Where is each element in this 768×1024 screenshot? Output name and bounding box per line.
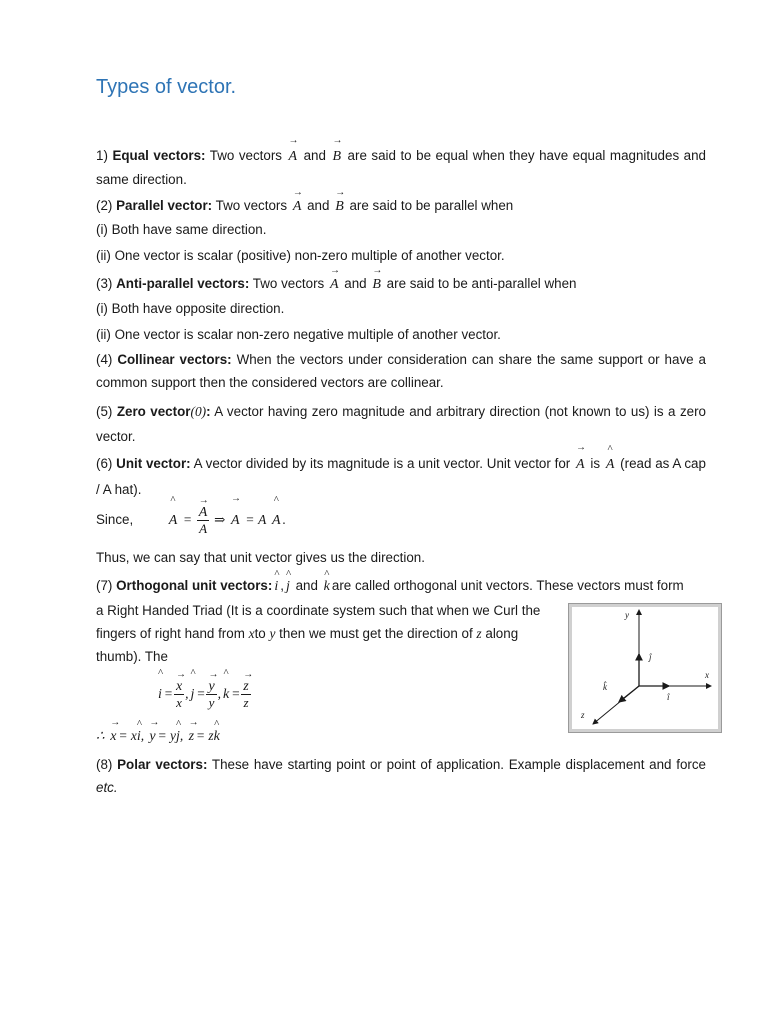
item-text: and <box>303 148 326 163</box>
term-collinear-vectors: Collinear vectors: <box>117 352 232 367</box>
unit-label-j: ĵ <box>649 652 652 662</box>
fraction-y: → y y <box>208 669 219 711</box>
unit-label-k: k̂ <box>603 682 607 692</box>
vector-b: → B <box>372 265 383 292</box>
item-number: (7) <box>96 578 113 593</box>
unit-vector-equation: Since, ^ A = → A A ⇒ → A = A ^ A . <box>96 502 286 542</box>
term-polar-vectors: Polar vectors: <box>117 757 208 772</box>
item-text: and <box>344 276 367 291</box>
item-number: 1) <box>96 148 108 163</box>
unit-vector-definitions: ^ i = → x x , ^ j = → y y , ^ k = → z z <box>156 675 252 715</box>
item-orthogonal-unit-vectors: (7) Orthogonal unit vectors: ^ i , ^ j and ^ k are called orthogonal unit vectors. These vectors must form <box>96 576 684 597</box>
vector-a: → A <box>576 442 587 472</box>
unit-vector-a-hat: ^ A <box>168 494 178 528</box>
axis-label-z: z <box>581 710 585 720</box>
term-antiparallel-vectors: Anti-parallel vectors: <box>116 276 250 291</box>
unit-vector-conclusion: Thus, we can say that unit vector gives us the direction. <box>96 550 425 565</box>
item-text: A vector having zero magnitude and arbitrary direction (not known to us) is a zero vector. <box>96 404 706 444</box>
item-text: When the vectors under consideration can share the same support or have a common support then the considered vectors are collinear. <box>96 352 706 390</box>
since-label: Since, <box>96 512 134 527</box>
fraction-z: → z z <box>243 669 254 711</box>
item-equal-vectors <box>96 135 706 191</box>
item-number: (3) <box>96 276 113 291</box>
axis-label-y: y <box>625 610 629 620</box>
vector-b: → B <box>332 135 343 164</box>
item-text: are said to be anti-parallel when <box>386 276 577 291</box>
unit-vector-k: ^ k <box>223 667 230 702</box>
fraction-x: → x x <box>175 669 186 711</box>
item-text: is <box>590 456 601 471</box>
vector-z: → z <box>188 717 199 744</box>
term-zero-vector: Zero vector <box>116 404 191 419</box>
vector-a: → A <box>231 493 242 528</box>
parallel-condition-1: (i) Both have same direction. <box>96 222 267 237</box>
item-text: These have starting point or point of application. Example displacement and force <box>211 757 706 772</box>
unit-vector-j: ^ j <box>190 667 196 702</box>
unit-vector-i: ^ i <box>274 568 280 594</box>
parallel-condition-2: (ii) One vector is scalar (positive) non-zero multiple of another vector. <box>96 248 505 263</box>
orthogonal-text-line-2: a Right Handed Triad (It is a coordinate system such that when we Curl the <box>96 603 541 618</box>
item-text-etc: etc. <box>96 780 118 795</box>
antiparallel-condition-1: (i) Both have opposite direction. <box>96 301 285 316</box>
vector-a: → A <box>292 187 303 214</box>
unit-vector-k: ^ k <box>323 568 330 594</box>
item-text: Two vectors <box>209 148 282 163</box>
unit-vector-j: ^ j <box>285 568 292 594</box>
item-unit-vector <box>96 442 706 502</box>
therefore-symbol: ∴ <box>96 728 105 743</box>
orthogonal-text-line-4: thumb). The <box>96 649 168 664</box>
vector-b: → B <box>335 187 346 214</box>
item-zero-vector: (5) Zero vector(0): A vector having zero magnitude and arbitrary direction (not known to us) is a zero vector. <box>96 404 706 444</box>
item-number: (5) <box>96 404 113 419</box>
orthogonal-text-line-3: fingers of right hand from xto y then we must get the direction of z along <box>96 626 519 641</box>
item-text: are called orthogonal unit vectors. These vectors must form <box>331 578 684 593</box>
item-text: (read as A cap / A hat). <box>96 456 706 497</box>
term-parallel-vector: Parallel vector: <box>116 198 213 213</box>
vector-a: → A <box>329 265 340 292</box>
vector-y: → y <box>149 717 160 744</box>
item-collinear-vectors <box>96 348 706 394</box>
axis-label-x: x <box>705 670 709 680</box>
vector-a: → A <box>288 135 299 164</box>
term-orthogonal-unit-vectors: Orthogonal unit vectors: <box>116 578 273 593</box>
vector-x: → x <box>110 717 121 744</box>
item-text: Two vectors <box>215 198 288 213</box>
unit-vector-a-hat: ^ A <box>272 494 281 528</box>
item-polar-vectors <box>96 753 706 799</box>
item-text: A vector divided by its magnitude is a unit vector. Unit vector for <box>193 456 571 471</box>
zero-vector-symbol: (0) <box>190 404 207 419</box>
term-equal-vectors: Equal vectors: <box>112 148 206 163</box>
symbol-z: z <box>476 626 482 641</box>
antiparallel-condition-2: (ii) One vector is scalar non-zero negative multiple of another vector. <box>96 327 501 342</box>
unit-vector-i: ^ i <box>158 667 164 702</box>
therefore-equation: ∴ → x = x ^ i, → y = y ^ j, → z = z ^ k <box>96 726 220 747</box>
item-text: Two vectors <box>252 276 325 291</box>
item-parallel-vector <box>96 187 514 217</box>
term-unit-vector: Unit vector: <box>116 456 191 471</box>
item-number: (8) <box>96 757 113 772</box>
unit-k-arrow <box>619 686 639 702</box>
symbol-y: y <box>269 626 276 641</box>
item-number: (6) <box>96 456 113 471</box>
unit-label-i: î <box>667 692 670 702</box>
item-text: and <box>307 198 330 213</box>
item-number: (2) <box>96 198 113 213</box>
right-handed-triad-figure <box>568 603 722 733</box>
fraction-a-over-mag: → A A <box>198 495 209 537</box>
item-text: are said to be parallel when <box>349 198 514 213</box>
axes-diagram <box>569 604 721 732</box>
item-text: and <box>295 578 318 593</box>
item-text: are said to be equal when they have equal magnitudes and same direction. <box>96 148 706 187</box>
symbol-x: x <box>248 626 255 641</box>
item-antiparallel-vectors <box>96 265 577 295</box>
page-title: Types of vector. <box>96 76 237 98</box>
item-number: (4) <box>96 352 113 367</box>
unit-vector-a-hat: ^ A <box>605 443 615 472</box>
